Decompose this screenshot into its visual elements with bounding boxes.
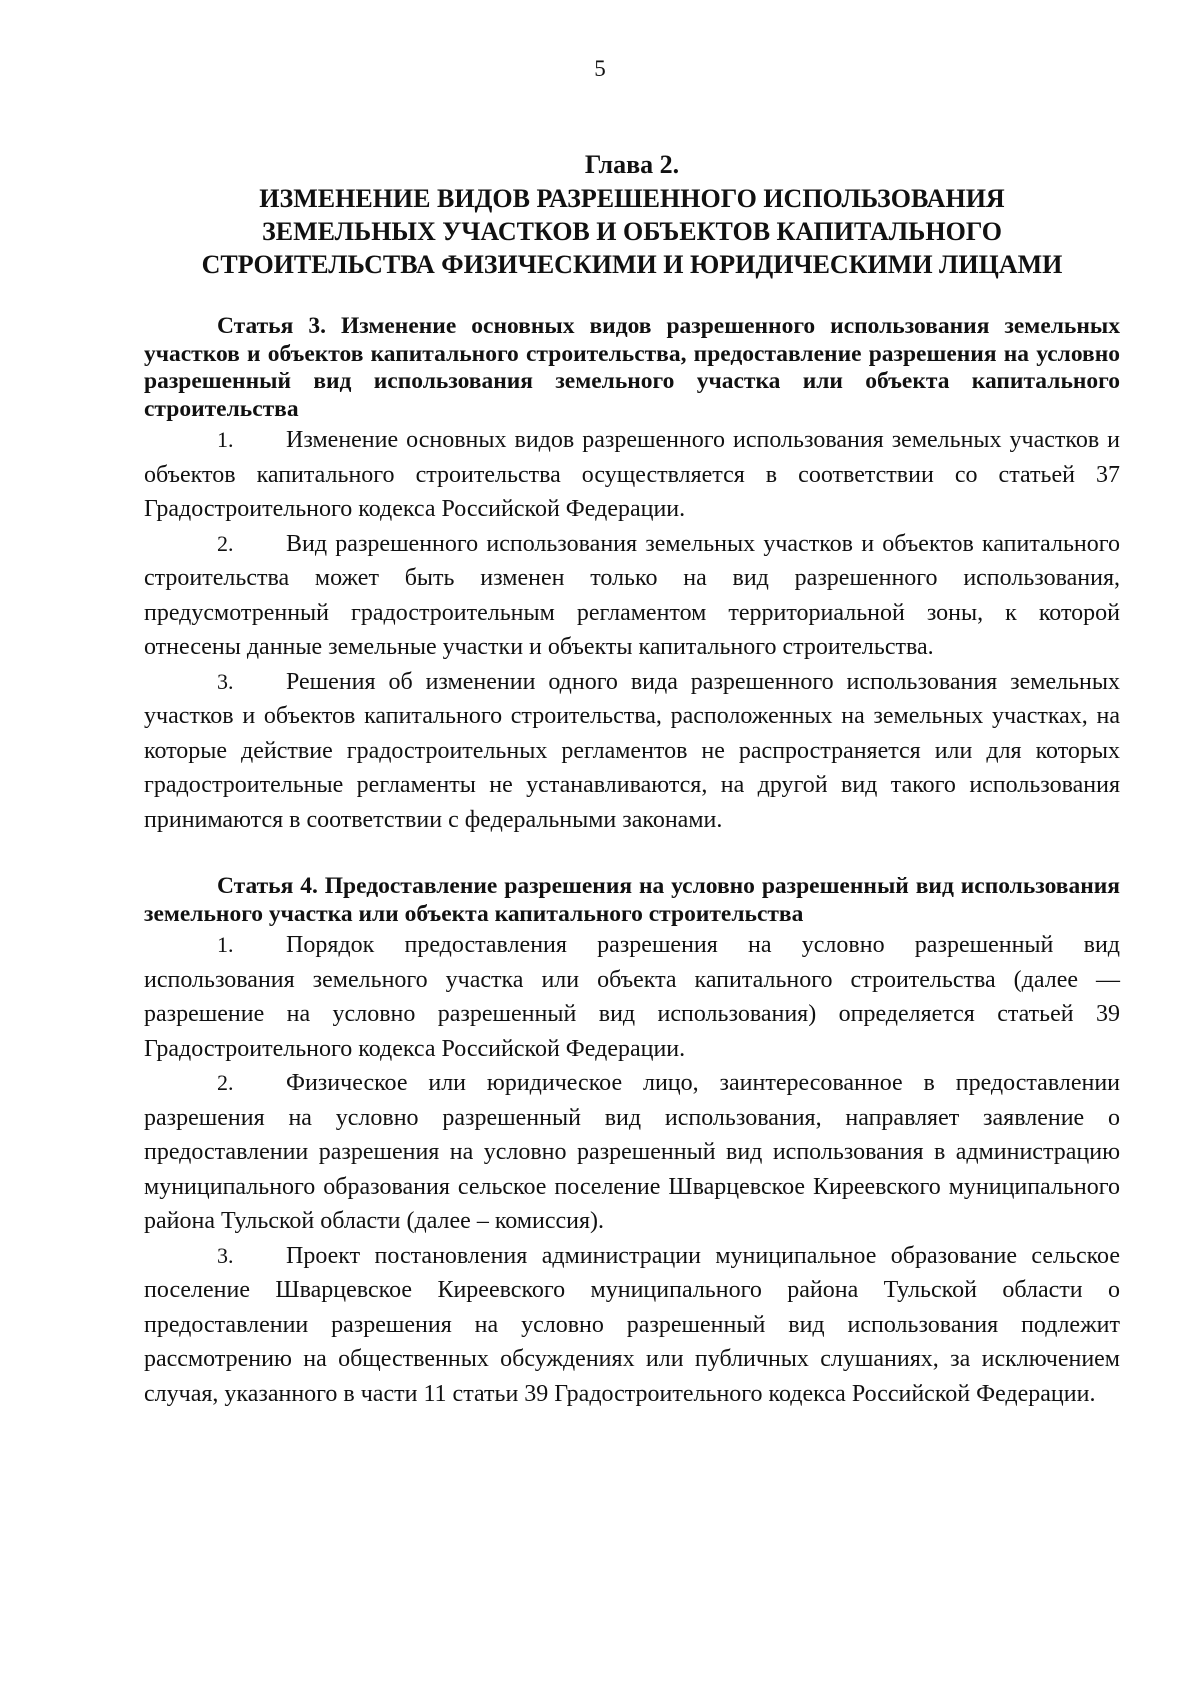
item-number: 3. <box>217 1242 234 1268</box>
item-text: Порядок предоставления разрешения на условно разрешенный вид использования земельного участка или объекта капитального строительства (далее — разрешение на условно разрешенный вид использования) определяется статьей 39 Градостроительного кодекса Российской Федерации. <box>144 932 1120 1062</box>
article-4 <box>144 873 1120 1411</box>
item-text: Физическое или юридическое лицо, заинтересованное в предоставлении разрешения на условно разрешенный вид использования, направляет заявление о предоставлении разрешения на условно разрешенный вид использования в администрацию муниципального образования сельское поселение Шварцевское Киреевского муниципального района Тульской области (далее – комиссия). <box>144 1070 1120 1234</box>
article-item <box>144 527 1120 665</box>
article-item <box>144 1066 1120 1239</box>
chapter-title-line: СТРОИТЕЛЬСТВА ФИЗИЧЕСКИМИ И ЮРИДИЧЕСКИМИ ЛИЦАМИ <box>201 250 1063 279</box>
page-number: 5 <box>594 56 606 81</box>
item-text: Изменение основных видов разрешенного использования земельных участков и объектов капитального строительства осуществляется в соответствии со статьей 37 Градостроительного кодекса Российской Федерации. <box>144 427 1120 522</box>
item-number: 3. <box>217 668 234 694</box>
article-title: Статья 3. Изменение основных видов разрешенного использования земельных участков и объектов капитального строительства, предоставление разрешения на условно разрешенный вид использования земельного участка или объекта капитального строительства <box>144 313 1120 422</box>
item-number: 1. <box>217 932 234 957</box>
item-text: Решения об изменении одного вида разрешенного использования земельных участков и объектов капитального строительства, расположенных на земельных участках, на которые действие градостроительных регламентов не распространяется или для которых градостроительные регламенты не устанавливаются, на другой вид такого использования принимаются в соответствии с федеральными законами. <box>144 668 1120 833</box>
article-item <box>144 928 1120 1066</box>
item-number: 2. <box>217 530 234 556</box>
article-3 <box>144 313 1120 837</box>
item-number: 1. <box>217 427 234 452</box>
article-item <box>144 423 1120 527</box>
item-text: Вид разрешенного использования земельных участков и объектов капитального строительства может быть изменен только на вид разрешенного использования, предусмотренный градостроительным регламентом территориальной зоны, к которой отнесены данные земельные участки и объекты капитального строительства. <box>144 530 1120 660</box>
item-text: Проект постановления администрации муниципальное образование сельское поселение Шварцевское Киреевского муниципального района Тульской области о предоставлении разрешения на условно разрешенный вид использования подлежит рассмотрению на общественных обсуждениях или публичных слушаниях, за исключением случая, указанного в части 11 статьи 39 Градостроительного кодекса Российской Федерации. <box>144 1242 1120 1407</box>
item-number: 2. <box>217 1070 234 1095</box>
article-item <box>144 665 1120 838</box>
article-title: Статья 4. Предоставление разрешения на условно разрешенный вид использования земельного участка или объекта капитального строительства <box>144 873 1120 927</box>
document-body <box>144 148 1120 1411</box>
chapter-label: Глава 2. <box>584 150 680 179</box>
article-item <box>144 1239 1120 1412</box>
chapter-title-line: ЗЕМЕЛЬНЫХ УЧАСТКОВ И ОБЪЕКТОВ КАПИТАЛЬНОГО <box>262 217 1002 246</box>
chapter-title-line: ИЗМЕНЕНИЕ ВИДОВ РАЗРЕШЕННОГО ИСПОЛЬЗОВАНИЯ <box>259 184 1005 213</box>
